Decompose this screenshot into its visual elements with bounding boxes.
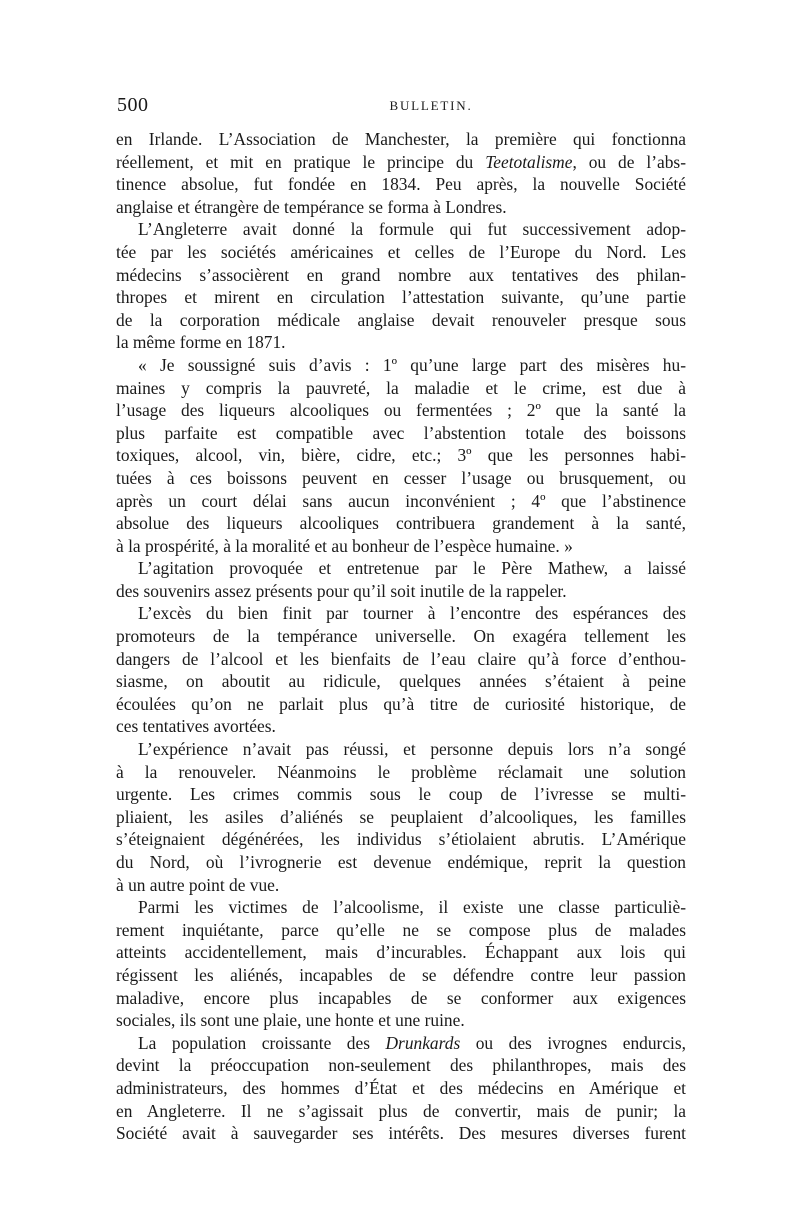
text-line: siasme, on aboutit au ridicule, quelques années s’étaient à peine xyxy=(116,671,686,692)
text-line: tuées à ces boissons peuvent en cesser l’usage ou brusquement, ou xyxy=(116,467,686,488)
text-line: à la prospérité, à la moralité et au bonheur de l’espèce humaine. » xyxy=(116,535,573,556)
page-header xyxy=(117,94,685,120)
text-line: la même forme en 1871. xyxy=(116,332,286,353)
italic-term: Teetotalisme xyxy=(485,151,573,172)
text-line: plus parfaite est compatible avec l’abstention totale des boissons xyxy=(116,422,686,443)
text-line: thropes et mirent en circulation l’attestation suivante, qu’une partie xyxy=(116,287,686,308)
text-line: L’Angleterre avait donné la formule qui fut successivement adop- xyxy=(138,219,686,240)
text-line: médecins s’associèrent en grand nombre aux tentatives des philan- xyxy=(116,264,686,285)
text-line: de la corporation médicale anglaise devait renouveler presque sous xyxy=(116,309,686,330)
text-line: absolue des liqueurs alcooliques contribuera grandement à la santé, xyxy=(116,513,686,534)
text-line: régissent les aliénés, incapables de se défendre contre leur passion xyxy=(116,964,686,985)
body-text xyxy=(116,128,686,1145)
text-line: en Angleterre. Il ne s’agissait plus de convertir, mais de punir; la xyxy=(116,1100,686,1121)
text-line: après un court délai sans aucun inconvénient ; 4º que l’abstinence xyxy=(116,490,686,511)
text-line: devint la préoccupation non-seulement des philanthropes, mais des xyxy=(116,1055,686,1076)
text-line: L’excès du bien finit par tourner à l’encontre des espérances des xyxy=(138,603,686,624)
text-line: maines y compris la pauvreté, la maladie et le crime, est due à xyxy=(116,377,686,398)
text-line: à la renouveler. Néanmoins le problème réclamait une solution xyxy=(116,761,686,782)
text-line: promoteurs de la tempérance universelle. On exagéra tellement les xyxy=(116,626,686,647)
text-line: La population croissante des Drunkards ou des ivrognes endurcis, xyxy=(138,1032,686,1053)
text-line: toxiques, alcool, vin, bière, cidre, etc.; 3º que les personnes habi- xyxy=(116,445,686,466)
page-number: 500 xyxy=(117,94,149,116)
text-line: L’expérience n’avait pas réussi, et personne depuis lors n’a songé xyxy=(138,739,686,760)
text-line: du Nord, où l’ivrognerie est devenue endémique, reprit la question xyxy=(116,852,686,872)
text-line: dangers de l’alcool et les bienfaits de l’eau claire qu’à force d’enthou- xyxy=(116,648,686,669)
text-line: s’éteignaient dégénérées, les individus s’étiolaient abrutis. L’Amérique xyxy=(116,829,686,850)
text-line: L’agitation provoquée et entretenue par le Père Mathew, a laissé xyxy=(138,558,686,579)
text-line: l’usage des liqueurs alcooliques ou fermentées ; 2º que la santé la xyxy=(116,400,686,421)
text-line: pliaient, les asiles d’aliénés se peuplaient d’alcooliques, les familles xyxy=(116,806,686,827)
text-line: anglaise et étrangère de tempérance se forma à Londres. xyxy=(116,196,507,217)
text-line: en Irlande. L’Association de Manchester, la première qui fonctionna xyxy=(116,129,686,149)
text-line: administrateurs, des hommes d’État et des médecins en Amérique et xyxy=(116,1077,686,1098)
text-line: des souvenirs assez présents pour qu’il soit inutile de la rappeler. xyxy=(116,580,567,601)
text-line: réellement, et mit en pratique le principe du Teetotalisme, ou de l’abs- xyxy=(116,151,686,172)
text-line: tinence absolue, fut fondée en 1834. Peu après, la nouvelle Société xyxy=(116,174,686,195)
text-line: Société avait à sauvegarder ses intérêts. Des mesures diverses furent xyxy=(116,1123,686,1144)
text-line: maladive, encore plus incapables de se conformer aux exigences xyxy=(116,987,686,1008)
italic-term: Drunkards xyxy=(385,1032,461,1053)
text-line: urgente. Les crimes commis sous le coup de l’ivresse se multi- xyxy=(116,784,686,805)
text-line: rement inquiétante, parce qu’elle ne se compose plus de malades xyxy=(116,919,686,940)
text-line: écoulées qu’on ne parlait plus qu’à titre de curiosité historique, de xyxy=(116,693,686,714)
text-line: « Je soussigné suis d’avis : 1º qu’une large part des misères hu- xyxy=(138,354,686,375)
text-line: atteints accidentellement, mais d’incurables. Échappant aux lois qui xyxy=(116,942,686,963)
text-line: sociales, ils sont une plaie, une honte et une ruine. xyxy=(116,1010,465,1031)
text-line: tée par les sociétés américaines et celles de l’Europe du Nord. Les xyxy=(116,241,686,262)
text-line: à un autre point de vue. xyxy=(116,874,280,895)
text-line: Parmi les victimes de l’alcoolisme, il existe une classe particuliè- xyxy=(138,897,686,918)
text-line: ces tentatives avortées. xyxy=(116,716,276,737)
running-head: BULLETIN. xyxy=(389,98,473,113)
